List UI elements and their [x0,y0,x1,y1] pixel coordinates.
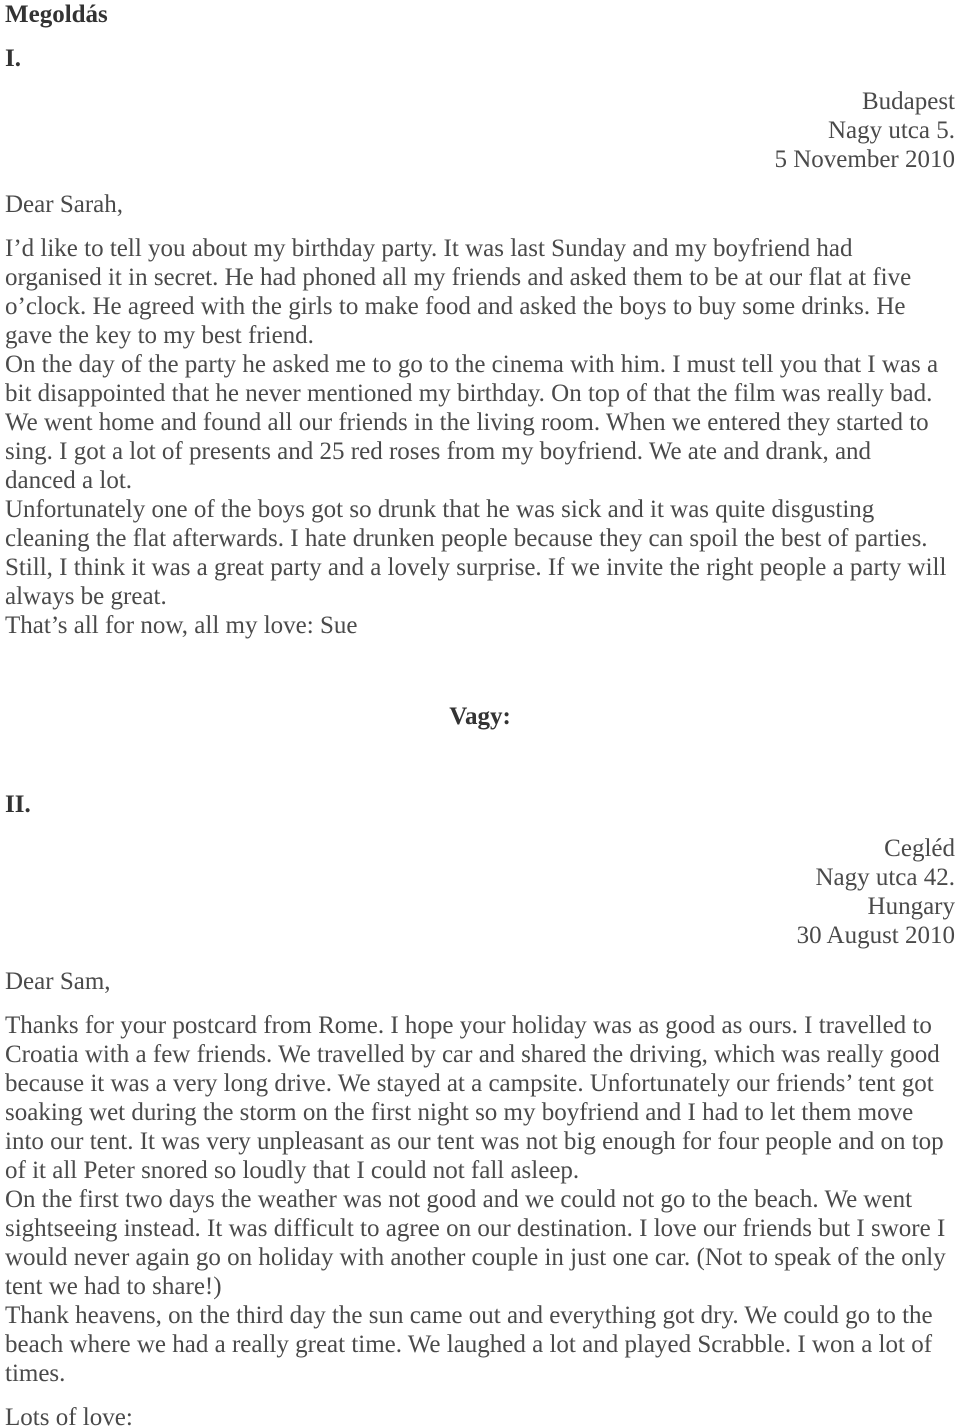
address-city: Budapest [861,88,955,115]
body-line: Still, I think it was a great party and a lovely surprise. If we invite the right people a party will [5,554,947,581]
body-line: Unfortunately one of the boys got so drunk that he was sick and it was quite disgusting [5,496,875,523]
body-line: cleaning the flat afterwards. I hate drunken people because they can spoil the best of parties. [5,525,928,552]
body-line: Croatia with a few friends. We travelled by car and shared the driving, which was really good [5,1041,940,1068]
letter-1 [5,44,955,640]
alternative-separator: Vagy: [449,703,511,730]
letter-closing: That’s all for now, all my love: Sue [5,612,358,639]
letter-number: II. [5,791,31,818]
letter-body [5,1011,955,1388]
body-line: because it was a very long drive. We stayed at a campsite. Unfortunately our friends’ tent got [5,1070,934,1097]
page-heading: Megoldás [5,1,108,28]
body-line: bit disappointed that he never mentioned my birthday. On top of that the film was really bad. [5,380,933,407]
body-line: beach where we had a really great time. We laughed a lot and played Scrabble. I won a lot of [5,1331,933,1358]
address-street: Nagy utca 42. [815,864,955,891]
letter-2 [5,790,955,1428]
greeting: Dear Sarah, [5,191,123,218]
body-line: On the first two days the weather was not good and we could not go to the beach. We went [5,1186,913,1213]
body-line: o’clock. He agreed with the girls to make food and asked the boys to buy some drinks. He [5,293,906,320]
body-line: We went home and found all our friends in the living room. When we entered they started to [5,409,929,436]
body-line: sightseeing instead. It was difficult to agree on our destination. I love our friends but I swore I [5,1215,946,1242]
address-street: Nagy utca 5. [827,117,955,144]
letter-body [5,234,955,640]
greeting: Dear Sam, [5,968,111,995]
body-line: always be great. [5,583,167,610]
letter-number: I. [5,45,21,72]
sender-address [5,834,955,950]
body-line: soaking wet during the storm on the first night so my boyfriend and I had to let them move [5,1099,914,1126]
body-line: would never again go on holiday with another couple in just one car. (Not to speak of the only [5,1244,946,1271]
letter-date: 30 August 2010 [796,922,955,949]
address-city: Cegléd [884,835,955,862]
body-line: Thank heavens, on the third day the sun came out and everything got dry. We could go to the [5,1302,933,1329]
body-line: gave the key to my best friend. [5,322,314,349]
body-line: On the day of the party he asked me to go to the cinema with him. I must tell you that I was a [5,351,939,378]
body-line: danced a lot. [5,467,133,494]
body-line: organised it in secret. He had phoned all my friends and asked them to be at our flat at five [5,264,912,291]
letter-date: 5 November 2010 [774,146,955,173]
body-line: Thanks for your postcard from Rome. I hope your holiday was as good as ours. I travelled to [5,1012,932,1039]
body-line: tent we had to share!) [5,1273,222,1300]
body-line: times. [5,1360,66,1387]
body-line: I’d like to tell you about my birthday party. It was last Sunday and my boyfriend had [5,235,853,262]
address-country: Hungary [867,893,955,920]
letter-closing: Lots of love: [5,1404,133,1428]
body-line: into our tent. It was very unpleasant as our tent was not big enough for four people and on top [5,1128,944,1155]
body-line: sing. I got a lot of presents and 25 red roses from my boyfriend. We ate and drank, and [5,438,872,465]
sender-address [5,87,955,174]
body-line: of it all Peter snored so loudly that I could not fall asleep. [5,1157,580,1184]
